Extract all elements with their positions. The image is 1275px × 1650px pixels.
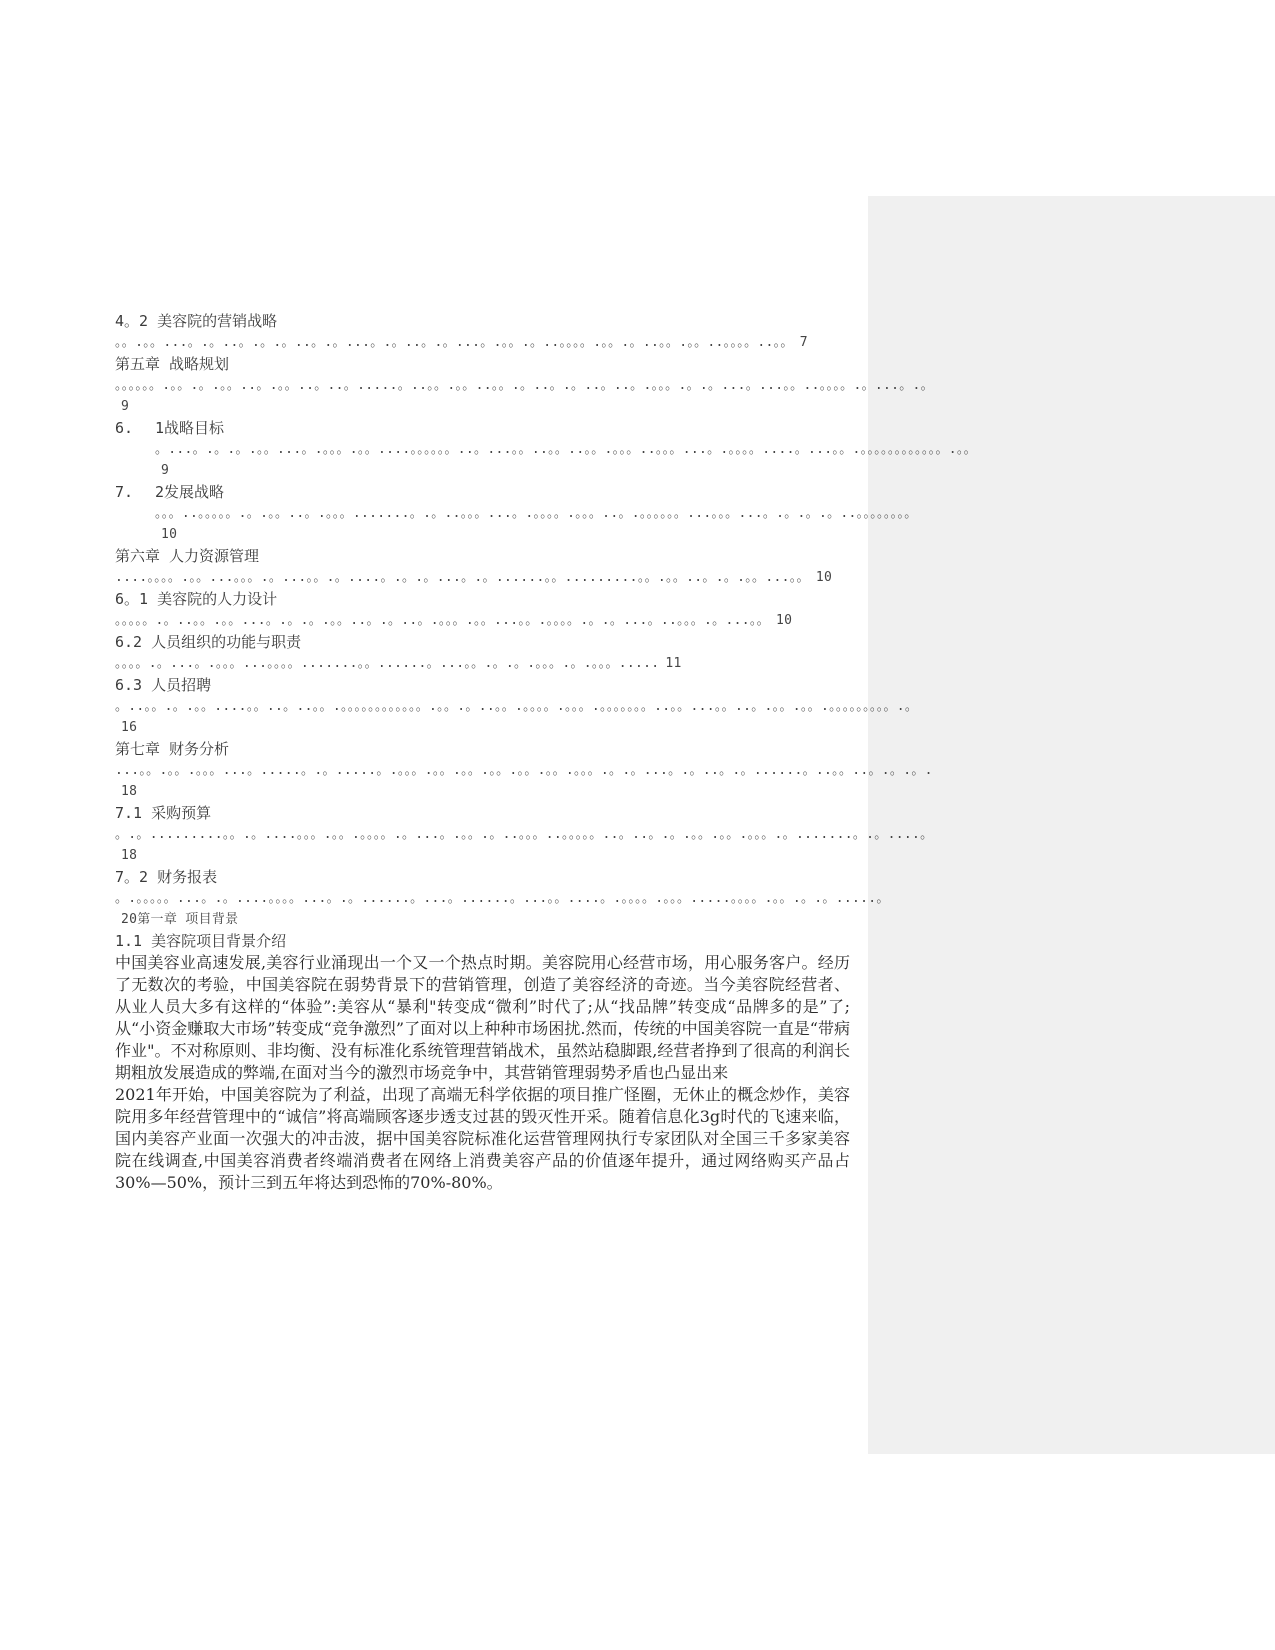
section-title: 1.1 美容院项目背景介绍 xyxy=(115,932,287,950)
toc-leader: 。.。。。。。...。.。....。。。。...。.。......。...。......。...。。....。.。。。。.。。。.....。。。。.。。.。.。.....。20第一章 项目背景 xyxy=(115,891,890,927)
toc-heading: 第五章 战略规划 xyxy=(115,355,230,373)
toc-leader: 。.。.........。。.。....。。。.。。.。。。。.。...。.。。.。..。。。..。。。。。..。..。.。.。。.。。.。。。.。.......。.。....。18 xyxy=(115,827,934,863)
toc-entry[interactable] xyxy=(115,588,850,631)
toc-entry[interactable] xyxy=(115,738,933,802)
toc-entry[interactable] xyxy=(115,310,850,353)
toc-page-number: 7 xyxy=(799,335,808,350)
toc-entry[interactable] xyxy=(115,674,919,738)
toc-heading: 第七章 财务分析 xyxy=(115,740,230,758)
toc-heading: 7.1 采购预算 xyxy=(115,804,212,822)
body-paragraph: 中国美容业高速发展,美容行业涌现出一个又一个热点时期。美容院用心经营市场，用心服务客户。经历了无数次的考验，中国美容院在弱势背景下的营销管理，创造了美容经济的奇迹。当今美容院经营者、从业人员大多有这样的“体验”:美容从“暴利"转变成“微利”时代了;从“找品牌”转变成“品牌多的是”了; 从“小资金赚取大市场”转变成“竞争激烈”了面对以上种种市场困扰.然而，传统的中国美容院一直是“带病作业"。不对称原则、非均衡、没有标准化系统管理营销战术，虽然站稳脚跟,经营者挣到了很高的利润长期粗放发展造成的弊端,在面对当今的激烈市场竞争中，其营销管理弱势矛盾也凸显出来 xyxy=(115,953,850,1082)
body-paragraph: 2021年开始，中国美容院为了利益，出现了高端无科学依据的项目推广怪圈，无休止的概念炒作，美容院用多年经营管理中的“诚信”将高端顾客逐步透支过甚的毁灭性开采。随着信息化3g时代的飞速来临，国内美容产业面一次强大的冲击波，据中国美容院标准化运营管理网执行专家团队对全国三千多家美容院在线调查,中国美容消费者终端消费者在网络上消费美容产品的价值逐年提升，通过网络购买产品占30%—50%，预计三到五年将达到恐怖的70%-80%。 xyxy=(115,1085,850,1192)
toc-page-number: 11 xyxy=(665,656,682,671)
toc-number: 7. xyxy=(115,483,134,501)
toc-page-number: 10 xyxy=(775,613,793,628)
toc-entry[interactable] xyxy=(115,866,890,930)
toc-heading: 第六章 人力资源管理 xyxy=(115,547,260,565)
toc-heading: 7. 2发展战略 xyxy=(115,483,225,501)
toc-leader: ....。。。。.。。...。。。.。...。。.。....。.。.。...。.。......。。.........。。.。。..。.。.。。...。。 10 xyxy=(115,570,833,585)
toc-entry[interactable] xyxy=(115,631,850,674)
toc-number: 6. xyxy=(115,419,134,437)
toc-page-number: 10 xyxy=(161,527,178,542)
toc-leader: ...。。.。。.。。。...。.....。.。.....。.。。。.。。.。。.。。.。。.。。.。。。.。.。...。.。..。.。......。..。。..。.。.。.18 xyxy=(115,763,933,799)
toc-heading: 4。2 美容院的营销战略 xyxy=(115,312,278,330)
toc-leader: 。...。.。.。.。。...。.。。。.。。....。。。。。。..。...。。..。。..。。.。。。..。。。...。.。。。。....。...。。.。。。。。。。。。。。。.。。9 xyxy=(155,442,977,478)
toc-page-number: 18 xyxy=(121,784,138,799)
document-page xyxy=(115,310,977,1194)
toc-page-number: 9 xyxy=(161,463,170,478)
toc-heading: 7。2 财务报表 xyxy=(115,868,218,886)
toc-leader: 。。。..。。。。。.。.。。..。.。。。.......。.。..。。。...。.。。。。.。。。..。.。。。。。。...。。。...。.。.。.。..。。。。。。。。10 xyxy=(155,506,918,542)
toc-page-number: 10 xyxy=(815,570,833,585)
toc-entry[interactable] xyxy=(115,802,934,866)
toc-page-number: 9 xyxy=(121,399,130,414)
toc-entry[interactable] xyxy=(115,545,850,588)
toc-leader: 。。.。。...。.。..。.。.。..。.。...。.。..。.。...。.。。.。..。。。。.。。.。..。。.。。..。。。。..。。 7 xyxy=(115,335,808,350)
toc-leader: 。。。。.。...。.。。。...。。。。.......。。......。...。。.。.。.。。。.。.。。。..... 11 xyxy=(115,656,682,671)
toc-leader: 。..。。.。.。。....。。..。..。。.。。。。。。。。。。。。.。。.。..。。.。。。。.。。。.。。。。。。。..。。...。。..。.。。.。。.。。。。。。。。。.。16 xyxy=(115,699,919,735)
toc-entry[interactable] xyxy=(115,417,977,481)
toc-page-number: 16 xyxy=(121,720,138,735)
toc-entry[interactable] xyxy=(115,353,934,417)
toc-heading: 6.3 人员招聘 xyxy=(115,676,212,694)
toc-heading: 6.2 人员组织的功能与职责 xyxy=(115,633,302,651)
toc-leader: 。。。。。.。..。。.。。...。.。.。.。。..。.。..。.。。。.。。...。。.。。。。.。.。...。..。。。.。...。。 10 xyxy=(115,613,793,628)
toc-heading: 6. 1战略目标 xyxy=(115,419,225,437)
toc-heading: 6。1 美容院的人力设计 xyxy=(115,590,278,608)
toc-page-number: 20第一章 项目背景 xyxy=(121,912,239,927)
toc-page-number: 18 xyxy=(121,848,138,863)
toc-leader: 。。。。。。.。。.。.。。..。.。。..。..。.....。..。。.。。..。。.。..。.。..。..。.。。。.。.。...。...。。..。。。。.。...。.。9 xyxy=(115,378,934,414)
toc-entry[interactable] xyxy=(115,481,918,545)
